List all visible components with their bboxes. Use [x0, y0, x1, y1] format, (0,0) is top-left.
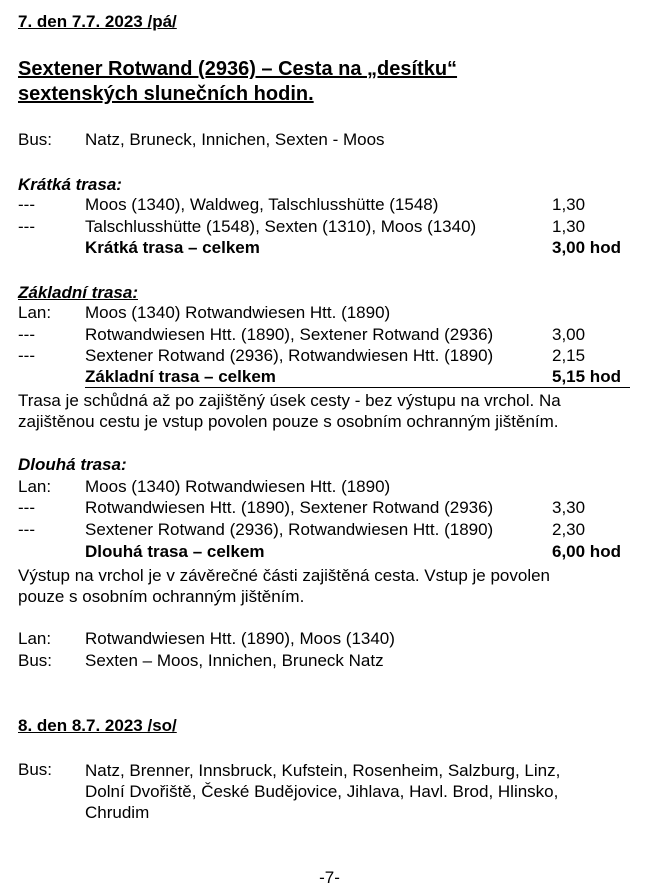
basic-route-heading: Základní trasa:: [18, 283, 138, 302]
short-route-heading: Krátká trasa:: [18, 175, 122, 194]
basic-route-row: --- Sextener Rotwand (2936), Rotwandwiesen Htt. (1890) 2,15: [18, 346, 586, 365]
total-underline: [85, 387, 630, 388]
route-title-line1: Sextener Rotwand (2936) – Cesta na „desítku“: [18, 58, 458, 80]
bus-row: [18, 130, 630, 150]
page-number: -7-: [319, 868, 340, 887]
long-route-heading: Dlouhá trasa:: [18, 455, 127, 474]
basic-route-row: --- Rotwandwiesen Htt. (1890), Sextener Rotwand (2936) 3,00: [18, 325, 586, 344]
day8-bus-route: Natz, Brenner, Innsbruck, Kufstein, Rosenheim, Salzburg, Linz, Dolní Dvořiště, České Budějovice, Jihlava, Havl. Brod, Hlinsko, Chrudim: [85, 761, 561, 822]
return-bus-row: Bus: Sexten – Moos, Innichen, Bruneck Natz: [18, 651, 384, 670]
short-route-row: --- Talschlusshütte (1548), Sexten (1310), Moos (1340) 1,30: [18, 217, 586, 236]
short-route-row: --- Moos (1340), Waldweg, Talschlusshütte (1548) 1,30: [18, 195, 586, 214]
basic-route-note: Trasa je schůdná až po zajištěný úsek cesty - bez výstupu na vrchol. Na zajištěnou cestu je vstup povolen pouze s osobním ochranným jištěním.: [18, 391, 561, 431]
short-route-total: Krátká trasa – celkem 3,00 hod: [85, 238, 621, 257]
basic-route-row: Lan: Moos (1340) Rotwandwiesen Htt. (1890): [18, 303, 391, 322]
basic-route-total: Základní trasa – celkem 5,15 hod: [18, 367, 630, 387]
return-lan-row: Lan: Rotwandwiesen Htt. (1890), Moos (1340): [18, 629, 395, 648]
day7-heading: 7. den 7.7. 2023 /pá/: [18, 12, 177, 31]
bus-route: Natz, Bruneck, Innichen, Sexten - Moos: [85, 130, 385, 149]
long-route-total: Dlouhá trasa – celkem 6,00 hod: [85, 542, 621, 561]
bus-label: Bus:: [18, 130, 53, 149]
long-route-row: --- Sextener Rotwand (2936), Rotwandwiesen Htt. (1890) 2,30: [18, 520, 586, 539]
long-route-row: --- Rotwandwiesen Htt. (1890), Sextener Rotwand (2936) 3,30: [18, 498, 586, 517]
long-route-row: Lan: Moos (1340) Rotwandwiesen Htt. (1890): [18, 477, 391, 496]
day8-heading: 8. den 8.7. 2023 /so/: [18, 716, 177, 735]
route-title-line2: sextenských slunečních hodin.: [18, 83, 314, 105]
long-route-note: Výstup na vrchol je v závěrečné části zajištěná cesta. Vstup je povolen pouze s osobním ochranným jištěním.: [18, 566, 551, 606]
day8-bus-row: Bus: Natz, Brenner, Innsbruck, Kufstein, Rosenheim, Salzburg, Linz, Dolní Dvořiště, České Budějovice, Jihlava, Havl. Brod, Hlinsko, Chrudim: [18, 760, 561, 822]
